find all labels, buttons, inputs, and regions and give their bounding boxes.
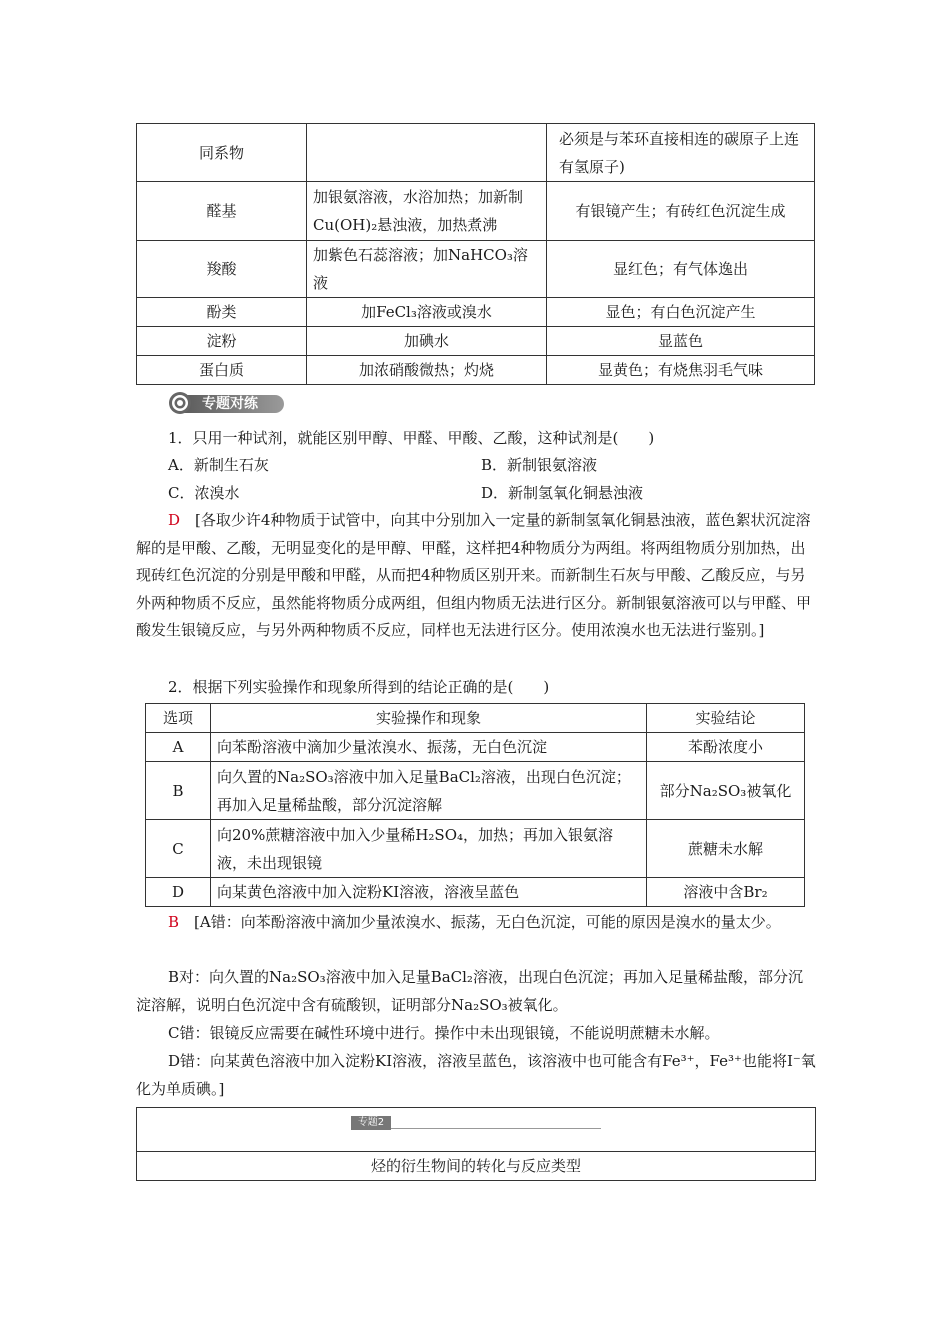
option-b: B．新制银氨溶液 bbox=[481, 456, 598, 474]
table-cell: C bbox=[146, 820, 211, 878]
table-header-row bbox=[146, 704, 805, 733]
option-d: D．新制氢氧化铜悬浊液 bbox=[481, 484, 644, 502]
table-cell: 加银氨溶液，水浴加热；加新制Cu(OH)₂悬浊液，加热煮沸 bbox=[307, 182, 547, 241]
table-cell: 醛基 bbox=[137, 182, 307, 241]
question-2-explanation-a bbox=[136, 909, 816, 937]
table-cell: 向某黄色溶液中加入淀粉KI溶液，溶液呈蓝色 bbox=[211, 878, 647, 907]
table-cell: 显蓝色 bbox=[547, 327, 815, 356]
table-cell: 显黄色；有烧焦羽毛气味 bbox=[547, 356, 815, 385]
table-cell: B bbox=[146, 762, 211, 820]
header-cell: 实验操作和现象 bbox=[211, 704, 647, 733]
answer-label: B bbox=[168, 913, 180, 931]
question-1-explanation bbox=[136, 507, 816, 645]
tag-rule bbox=[391, 1128, 601, 1129]
section-title: 烃的衍生物间的转化与反应类型 bbox=[370, 1157, 581, 1175]
question-2-stem: 2．根据下列实验操作和现象所得到的结论正确的是( ) bbox=[168, 678, 550, 696]
table-row bbox=[137, 124, 815, 182]
table-row bbox=[146, 878, 805, 907]
experiment-table bbox=[145, 703, 805, 907]
section-tag: 专题2 bbox=[351, 1116, 391, 1130]
question-2-explanation-d: D错：向某黄色溶液中加入淀粉KI溶液，溶液呈蓝色，该溶液中也可能含有Fe³⁺，Fe³⁺也能将I⁻氧化为单质碘。] bbox=[136, 1052, 816, 1098]
section-header-box bbox=[136, 1107, 816, 1181]
explanation-text: [各取少许4种物质于试管中，向其中分别加入一定量的新制氢氧化铜悬浊液，蓝色絮状沉淀溶解的是甲酸、乙酸，无明显变化的是甲醇、甲醛，这样把4种物质分为两组。将两组物质分别加热，出现砖红色沉淀的分别是甲酸和甲醛，从而把4种物质区别开来。而新制生石灰与甲酸、乙酸反应，与另外两种物质不反应，虽然能将物质分成两组，但组内物质无法进行区分。新制银氨溶液可以与甲醛、甲酸发生银镜反应，与另外两种物质不反应，同样也无法进行区分。使用浓溴水也无法进行鉴别。] bbox=[136, 511, 812, 639]
table-cell: 蔗糖未水解 bbox=[647, 820, 805, 878]
table-cell: 溶液中含Br₂ bbox=[647, 878, 805, 907]
table-row bbox=[146, 762, 805, 820]
table-cell: 同系物 bbox=[137, 124, 307, 182]
table-cell: 向久置的Na₂SO₃溶液中加入足量BaCl₂溶液，出现白色沉淀；再加入足量稀盐酸，部分沉淀溶解 bbox=[211, 762, 647, 820]
table-row bbox=[146, 733, 805, 762]
answer-label: D bbox=[168, 511, 181, 529]
table-cell: 显色；有白色沉淀产生 bbox=[547, 298, 815, 327]
table-row bbox=[137, 241, 815, 298]
table-cell: 向20%蔗糖溶液中加入少量稀H₂SO₄，加热；再加入银氨溶液，未出现银镜 bbox=[211, 820, 647, 878]
option-a: A．新制生石灰 bbox=[168, 456, 269, 474]
header-cell: 选项 bbox=[146, 704, 211, 733]
table-cell: 酚类 bbox=[137, 298, 307, 327]
table-cell: 加碘水 bbox=[307, 327, 547, 356]
question-2-explanation-b: B对：向久置的Na₂SO₃溶液中加入足量BaCl₂溶液，出现白色沉淀；再加入足量稀盐酸，部分沉淀溶解，说明白色沉淀中含有硫酸钡，证明部分Na₂SO₃被氧化。 bbox=[136, 968, 803, 1014]
table-cell: D bbox=[146, 878, 211, 907]
table-cell: 羧酸 bbox=[137, 241, 307, 298]
target-icon bbox=[168, 391, 192, 415]
banner-label: 专题对练 bbox=[202, 396, 258, 412]
table-cell: 淀粉 bbox=[137, 327, 307, 356]
table-cell: 加FeCl₃溶液或溴水 bbox=[307, 298, 547, 327]
table-cell: 蛋白质 bbox=[137, 356, 307, 385]
table-cell: 有银镜产生；有砖红色沉淀生成 bbox=[547, 182, 815, 241]
table-cell: 必须是与苯环直接相连的碳原子上连有氢原子) bbox=[547, 124, 815, 182]
table-row bbox=[146, 820, 805, 878]
table-row bbox=[137, 327, 815, 356]
section-banner bbox=[168, 391, 286, 417]
table-cell bbox=[307, 124, 547, 182]
table-cell: 加紫色石蕊溶液；加NaHCO₃溶液 bbox=[307, 241, 547, 298]
table-cell: A bbox=[146, 733, 211, 762]
question-1-stem: 1．只用一种试剂，就能区别甲醇、甲醛、甲酸、乙酸，这种试剂是( ) bbox=[168, 429, 655, 447]
table-cell: 部分Na₂SO₃被氧化 bbox=[647, 762, 805, 820]
table-cell: 向苯酚溶液中滴加少量浓溴水、振荡，无白色沉淀 bbox=[211, 733, 647, 762]
header-cell: 实验结论 bbox=[647, 704, 805, 733]
option-c: C．浓溴水 bbox=[168, 484, 240, 502]
section-tag-bar bbox=[351, 1116, 601, 1130]
table-row bbox=[137, 182, 815, 241]
table-cell: 显红色；有气体逸出 bbox=[547, 241, 815, 298]
table-cell: 加浓硝酸微热；灼烧 bbox=[307, 356, 547, 385]
table-row bbox=[137, 356, 815, 385]
detection-table bbox=[136, 123, 815, 385]
explanation-text: [A错：向苯酚溶液中滴加少量浓溴水、振荡，无白色沉淀，可能的原因是溴水的量太少。 bbox=[194, 913, 781, 931]
question-2-explanation-c: C错：银镜反应需要在碱性环境中进行。操作中未出现银镜，不能说明蔗糖未水解。 bbox=[168, 1024, 720, 1042]
table-cell: 苯酚浓度小 bbox=[647, 733, 805, 762]
table-row bbox=[137, 298, 815, 327]
